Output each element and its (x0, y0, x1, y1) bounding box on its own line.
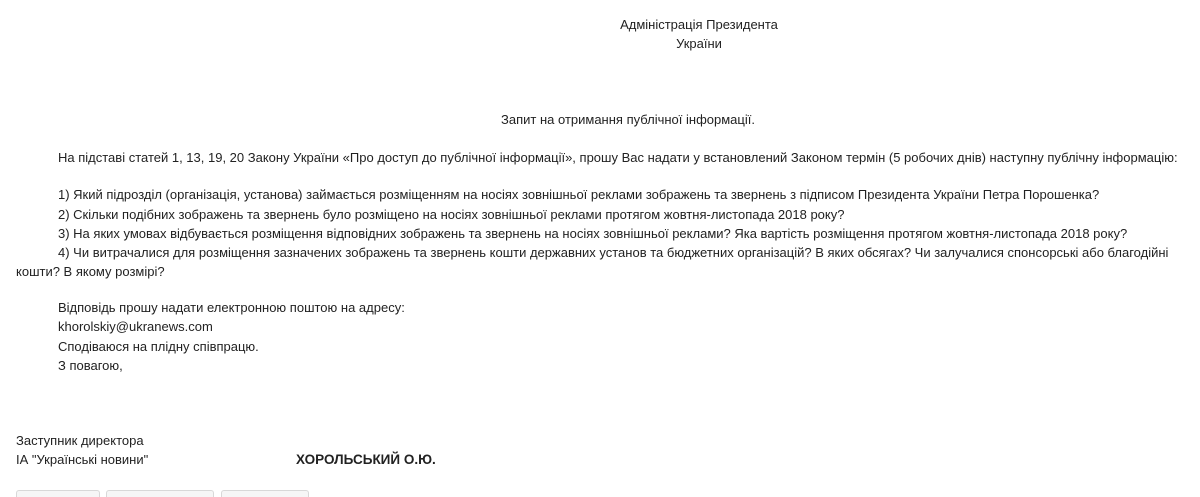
recipient-line-1: Адміністрація Президента (620, 17, 778, 32)
question-4: 4) Чи витрачалися для розміщення зазначених зображень та звернень кошти державних установ та бюджетних організацій? В яких обсягах? Чи залучалися спонсорські або благодійні кошти? В якому розмірі? (16, 245, 1169, 279)
document-title: Запит на отримання публічної інформації. (501, 112, 755, 127)
question-3: 3) На яких умовах відбувається розміщення відповідних зображень та звернень на носіях зовнішньої реклами? Яка вартість розміщення протягом жовтня-листопада 2018 року? (58, 226, 1128, 241)
signer-position: Заступник директора (16, 433, 144, 448)
signer-name: ХОРОЛЬСЬКИЙ О.Ю. (296, 452, 436, 467)
recipient-line-2: України (676, 36, 722, 51)
intro-paragraph: На підставі статей 1, 13, 19, 20 Закону України «Про доступ до публічної інформації», прошу Вас надати у встановлений Законом термін (5 робочих днів) наступну публічну інформацію: (58, 150, 1178, 165)
closing-hope: Сподіваюся на плідну співпрацю. (58, 339, 259, 354)
question-2: 2) Скільки подібних зображень та звернень було розміщено на носіях зовнішньої реклами протягом жовтня-листопада 2018 року? (58, 207, 845, 222)
closing-regards: З повагою, (58, 358, 123, 373)
question-1: 1) Який підрозділ (організація, установа) займається розміщенням на носіях зовнішньої реклами зображень та звернень з підписом Президента України Петра Порошенка? (58, 187, 1100, 202)
reply-email: khorolskiy@ukranews.com (58, 319, 213, 334)
signer-organization: ІА "Українські новини" (16, 452, 149, 467)
reply-request: Відповідь прошу надати електронною поштою на адресу: (58, 300, 405, 315)
